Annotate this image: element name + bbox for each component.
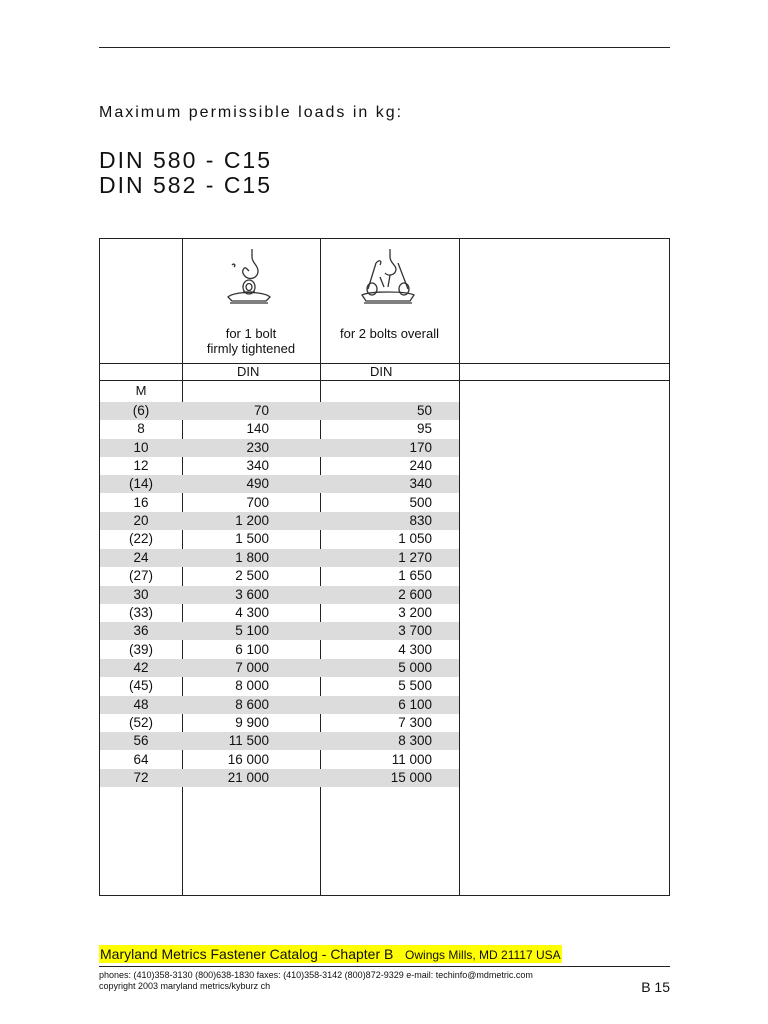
table-row xyxy=(100,439,459,457)
table-row xyxy=(100,751,459,769)
size-cell: (27) xyxy=(128,568,153,584)
load-one-bolt-cell: 8 600 xyxy=(235,696,269,712)
load-two-bolts-cell: 2 600 xyxy=(398,586,432,602)
load-two-bolts-cell: 4 300 xyxy=(398,641,432,657)
size-cell: (22) xyxy=(128,531,153,547)
load-one-bolt-cell: 340 xyxy=(246,458,269,474)
load-two-bolts-cell: 170 xyxy=(409,439,432,455)
size-cell: 36 xyxy=(133,623,149,639)
col1-header-line2: firmly tightened xyxy=(206,341,296,356)
size-cell: 64 xyxy=(133,751,149,767)
load-two-bolts-cell: 7 300 xyxy=(398,714,432,730)
load-one-bolt-cell: 21 000 xyxy=(227,770,269,785)
load-one-bolt-cell: 2 500 xyxy=(235,568,269,584)
load-one-bolt-cell: 11 500 xyxy=(228,733,269,749)
load-two-bolts-cell: 5 000 xyxy=(398,659,432,675)
load-two-bolts-cell: 3 200 xyxy=(398,604,432,620)
size-cell: 24 xyxy=(133,549,149,565)
load-two-bolts-cell: 50 xyxy=(416,403,432,418)
size-cell: (14) xyxy=(128,476,153,492)
table-row xyxy=(100,567,459,585)
load-two-bolts-cell: 3 700 xyxy=(398,623,432,639)
table-row xyxy=(100,659,459,677)
table-row xyxy=(100,769,459,787)
size-cell: 30 xyxy=(133,586,149,602)
load-table xyxy=(99,238,670,896)
single-eyebolt-hook-icon xyxy=(222,247,272,315)
size-cell: (52) xyxy=(128,714,153,730)
load-one-bolt-cell: 700 xyxy=(246,494,269,510)
size-cell: (6) xyxy=(132,403,150,418)
load-one-bolt-cell: 1 500 xyxy=(235,531,269,547)
col2-header: for 2 bolts overall xyxy=(340,326,439,341)
size-label: M xyxy=(135,383,147,398)
load-two-bolts-cell: 1 050 xyxy=(398,531,432,547)
footer-catalog: Fastener Catalog - Chapter B xyxy=(210,946,394,962)
bottom-rule xyxy=(99,966,670,967)
col2-din-label: DIN xyxy=(370,364,393,379)
size-cell: (33) xyxy=(128,604,153,620)
table-row xyxy=(100,494,459,512)
table-row xyxy=(100,420,459,438)
load-two-bolts-cell: 15 000 xyxy=(390,770,432,785)
load-two-bolts-cell: 8 300 xyxy=(398,733,432,749)
din-divider xyxy=(100,380,669,381)
load-one-bolt-cell: 140 xyxy=(246,421,269,437)
load-two-bolts-cell: 830 xyxy=(409,513,432,529)
double-eyebolt-hook-icon xyxy=(358,247,418,315)
table-row xyxy=(100,402,459,420)
load-two-bolts-cell: 500 xyxy=(409,494,432,510)
load-two-bolts-cell: 1 650 xyxy=(398,568,432,584)
col1-header-line1: for 1 bolt xyxy=(225,326,277,341)
load-two-bolts-cell: 340 xyxy=(409,476,432,492)
load-one-bolt-cell: 230 xyxy=(246,439,269,455)
table-row xyxy=(100,714,459,732)
footer-location: Owings Mills, MD 21117 USA xyxy=(405,948,561,962)
page-title-din582: DIN 582 - C15 xyxy=(99,172,273,198)
load-one-bolt-cell: 6 100 xyxy=(235,641,269,657)
load-one-bolt-cell: 9 900 xyxy=(235,714,269,730)
load-two-bolts-cell: 1 270 xyxy=(398,549,432,565)
page-subtitle: Maximum permissible loads in kg: xyxy=(99,104,404,121)
table-row xyxy=(100,530,459,548)
load-two-bolts-cell: 6 100 xyxy=(398,696,432,712)
table-row xyxy=(100,604,459,622)
size-cell: 48 xyxy=(133,696,149,712)
contact-line: phones: (410)358-3130 (800)638-1830 faxes: (410)358-3142 (800)872-9329 e-mail: techinfo@mdmetric.com xyxy=(99,970,533,980)
load-one-bolt-cell: 3 600 xyxy=(235,586,269,602)
top-rule xyxy=(99,47,670,48)
table-row xyxy=(100,696,459,714)
size-cell: 20 xyxy=(133,513,149,529)
size-cell: 42 xyxy=(133,659,149,675)
table-row xyxy=(100,512,459,530)
load-one-bolt-cell: 490 xyxy=(246,476,269,492)
footer-catalog-line xyxy=(99,946,562,962)
table-row xyxy=(100,457,459,475)
column-divider xyxy=(459,239,460,895)
load-one-bolt-cell: 16 000 xyxy=(227,751,269,767)
col1-din-label: DIN xyxy=(237,364,260,379)
size-cell: 56 xyxy=(133,733,149,749)
load-one-bolt-cell: 70 xyxy=(253,403,269,418)
load-one-bolt-cell: 5 100 xyxy=(235,623,269,639)
load-one-bolt-cell: 4 300 xyxy=(235,604,269,620)
size-cell: 12 xyxy=(133,458,149,474)
page-title-din580: DIN 580 - C15 xyxy=(99,147,273,173)
page-number: B 15 xyxy=(641,979,670,995)
col1-header xyxy=(182,326,320,356)
size-cell: 8 xyxy=(137,421,145,437)
table-row xyxy=(100,586,459,604)
load-two-bolts-cell: 240 xyxy=(409,458,432,474)
size-cell: 72 xyxy=(133,770,149,785)
table-row xyxy=(100,641,459,659)
size-cell: 16 xyxy=(133,494,149,510)
load-one-bolt-cell: 8 000 xyxy=(235,678,269,694)
table-row xyxy=(100,475,459,493)
load-one-bolt-cell: 1 800 xyxy=(235,549,269,565)
copyright-line: copyright 2003 maryland metrics/kyburz ch xyxy=(99,981,271,991)
size-cell: (45) xyxy=(128,678,153,694)
load-two-bolts-cell: 5 500 xyxy=(398,678,432,694)
load-two-bolts-cell: 11 000 xyxy=(391,751,432,767)
table-row xyxy=(100,732,459,750)
load-one-bolt-cell: 7 000 xyxy=(235,659,269,675)
table-row xyxy=(100,549,459,567)
footer-brand: Maryland Metrics xyxy=(100,946,207,962)
size-cell: (39) xyxy=(128,641,153,657)
size-cell: 10 xyxy=(133,439,149,455)
load-one-bolt-cell: 1 200 xyxy=(235,513,269,529)
table-row xyxy=(100,677,459,695)
load-two-bolts-cell: 95 xyxy=(416,421,432,437)
table-row xyxy=(100,622,459,640)
footer-highlight xyxy=(99,945,562,963)
